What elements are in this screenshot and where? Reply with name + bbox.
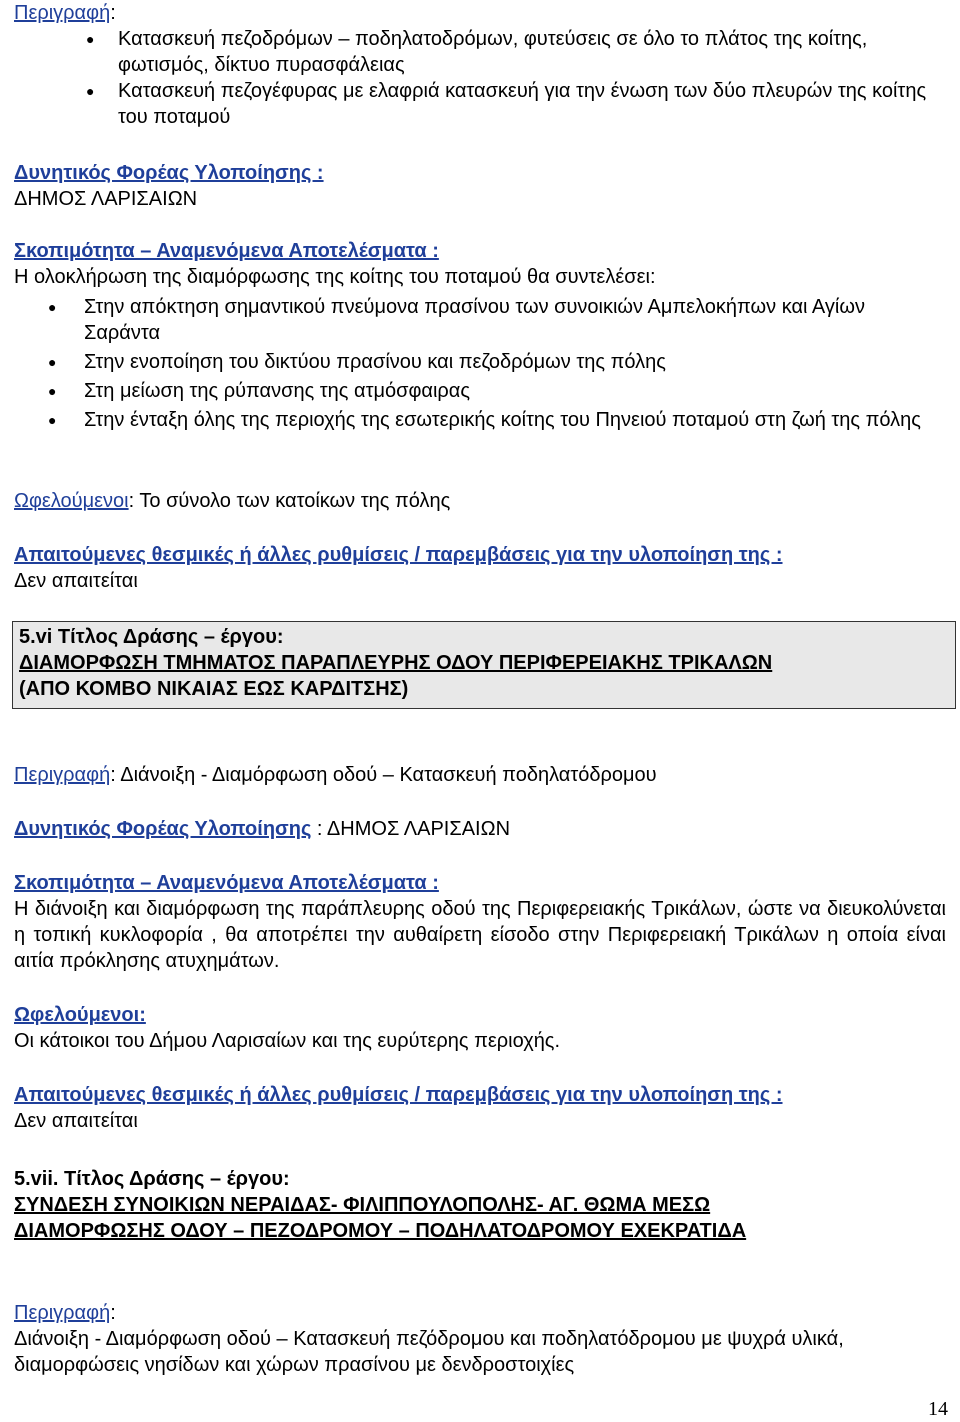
sec2-purpose-label: Σκοπιμότητα – Αναμενόμενα Αποτελέσματα : — [14, 872, 439, 894]
sec1-body-label: Δυνητικός Φορέας Υλοποίησης : — [14, 162, 324, 184]
sec2-description-label: Περιγραφή — [14, 764, 111, 786]
list-item: ● Κατασκευή πεζοδρόμων – ποδηλατοδρόμων, φυτεύσεις σε όλο το πλάτος της κοίτης, φωτισμός, δίκτυο πυρασφάλειας — [14, 26, 932, 78]
sec1-description: Περιγραφή: — [14, 2, 116, 24]
sec3-description-value: Διάνοιξη - Διαμόρφωση οδού – Κατασκευή πεζόδρομου και ποδηλατόδρομου με ψυχρά υλικά, διαμορφώσεις νησίδων και χώρων πρασίνου με δενδροστοιχίες — [14, 1328, 844, 1376]
sec2-title-line1: ΔΙΑΜΟΡΦΩΣΗ ΤΜΗΜΑΤΟΣ ΠΑΡΑΠΛΕΥΡΗΣ ΟΔΟΥ ΠΕΡΙΦΕΡΕΙΑΚΗΣ ΤΡΙΚΑΛΩΝ — [19, 652, 773, 674]
sec1-purpose-label: Σκοπιμότητα – Αναμενόμενα Αποτελέσματα : — [14, 240, 439, 262]
sec1-requirements-value: Δεν απαιτείται — [14, 570, 138, 592]
sec2-description: Περιγραφή: Διάνοιξη - Διαμόρφωση οδού – Κατασκευή ποδηλατόδρομου — [14, 764, 657, 786]
sec2-requirements-label: Απαιτούμενες θεσμικές ή άλλες ρυθμίσεις / παρεμβάσεις για την υλοποίηση της : — [14, 1084, 783, 1106]
page-number: 14 — [928, 1398, 948, 1420]
sec2-purpose — [14, 870, 946, 974]
sec2-beneficiaries-value: Οι κάτοικοι του Δήμου Λαρισαίων και της ευρύτερης περιοχής. — [14, 1030, 561, 1052]
sec3-title-label: 5.vii. Τίτλος Δράσης – έργου: — [14, 1168, 290, 1190]
sec1-purpose-bullets — [14, 294, 932, 433]
sec2-body-label: Δυνητικός Φορέας Υλοποίησης — [14, 818, 312, 840]
sec1-beneficiaries-label: Ωφελούμενοι — [14, 490, 129, 512]
list-item: ● Στην ενοποίηση του δικτύου πρασίνου και πεζοδρόμων της πόλης — [14, 349, 932, 375]
sec3-description-label: Περιγραφή — [14, 1302, 111, 1324]
sec1-purpose — [14, 238, 946, 433]
sec1-description-bullets — [14, 26, 932, 130]
sec2-title-line2: (ΑΠΟ ΚΟΜΒΟ ΝΙΚΑΙΑΣ ΕΩΣ ΚΑΡΔΙΤΣΗΣ) — [19, 678, 409, 700]
sec2-title-label: 5.vi Τίτλος Δράσης – έργου: — [19, 626, 284, 648]
sec2-requirements-value: Δεν απαιτείται — [14, 1110, 138, 1132]
sec2-description-value: Διάνοιξη - Διαμόρφωση οδού – Κατασκευή ποδηλατόδρομου — [120, 764, 657, 786]
list-item: ● Στην απόκτηση σημαντικού πνεύμονα πρασίνου των συνοικιών Αμπελοκήπων και Αγίων Σαράντα — [14, 294, 932, 346]
sec1-body — [14, 160, 946, 212]
sec3-title-line1: ΣΥΝΔΕΣΗ ΣΥΝΟΙΚΙΩΝ ΝΕΡΑΙΔΑΣ- ΦΙΛΙΠΠΟΥΛΟΠΟΛΗΣ- ΑΓ. ΘΩΜΑ ΜΕΣΩ — [14, 1194, 711, 1216]
sec2-requirements — [14, 1082, 946, 1134]
sec1-requirements — [14, 542, 946, 594]
list-item: ● Στη μείωση της ρύπανσης της ατμόσφαιρας — [14, 378, 932, 404]
list-item: ● Στην ένταξη όλης της περιοχής της εσωτερικής κοίτης του Πηνειού ποταμού στη ζωή της πόλης — [14, 407, 932, 433]
sec2-beneficiaries — [14, 1002, 946, 1054]
sec1-purpose-intro: Η ολοκλήρωση της διαμόρφωσης της κοίτης του ποταμού θα συντελέσει: — [14, 266, 656, 288]
sec3-title — [14, 1166, 946, 1244]
list-item: ● Κατασκευή πεζογέφυρας με ελαφριά κατασκευή για την ένωση των δύο πλευρών της κοίτης του ποταμού — [14, 78, 932, 130]
sec1-requirements-label: Απαιτούμενες θεσμικές ή άλλες ρυθμίσεις / παρεμβάσεις για την υλοποίηση της : — [14, 544, 783, 566]
sec2-body-value: ΔΗΜΟΣ ΛΑΡΙΣΑΙΩΝ — [326, 818, 511, 840]
sec2-title-box — [12, 621, 956, 709]
sec2-purpose-text: Η διάνοιξη και διαμόρφωση της παράπλευρης οδού της Περιφερειακής Τρικάλων, ώστε να διευκολύνεται η τοπική κυκλοφορία , θα αποτρέπει την αυθαίρετη είσοδο στην Περιφερειακή Τρικάλων η οποία είναι αιτία πρόκλησης ατυχημάτων. — [14, 898, 946, 972]
sec2-beneficiaries-label: Ωφελούμενοι: — [14, 1004, 146, 1026]
sec3-title-line2: ΔΙΑΜΟΡΦΩΣΗΣ ΟΔΟΥ – ΠΕΖΟΔΡΟΜΟΥ – ΠΟΔΗΛΑΤΟΔΡΟΜΟΥ ΕΧΕΚΡΑΤΙΔΑ — [14, 1220, 747, 1242]
sec1-description-label: Περιγραφή — [14, 2, 111, 24]
sec1-beneficiaries: Ωφελούμενοι: Το σύνολο των κατοίκων της πόλης — [14, 490, 451, 512]
sec2-body: Δυνητικός Φορέας Υλοποίησης : ΔΗΜΟΣ ΛΑΡΙΣΑΙΩΝ — [14, 818, 511, 840]
sec3-description: Περιγραφή: Διάνοιξη - Διαμόρφωση οδού – Κατασκευή πεζόδρομου και ποδηλατόδρομου με ψυχρά υλικά, διαμορφώσεις νησίδων και χώρων πρασίνου με δενδροστοιχίες — [14, 1300, 946, 1378]
sec1-beneficiaries-value: Το σύνολο των κατοίκων της πόλης — [139, 490, 451, 512]
sec1-body-value: ΔΗΜΟΣ ΛΑΡΙΣΑΙΩΝ — [14, 188, 198, 210]
